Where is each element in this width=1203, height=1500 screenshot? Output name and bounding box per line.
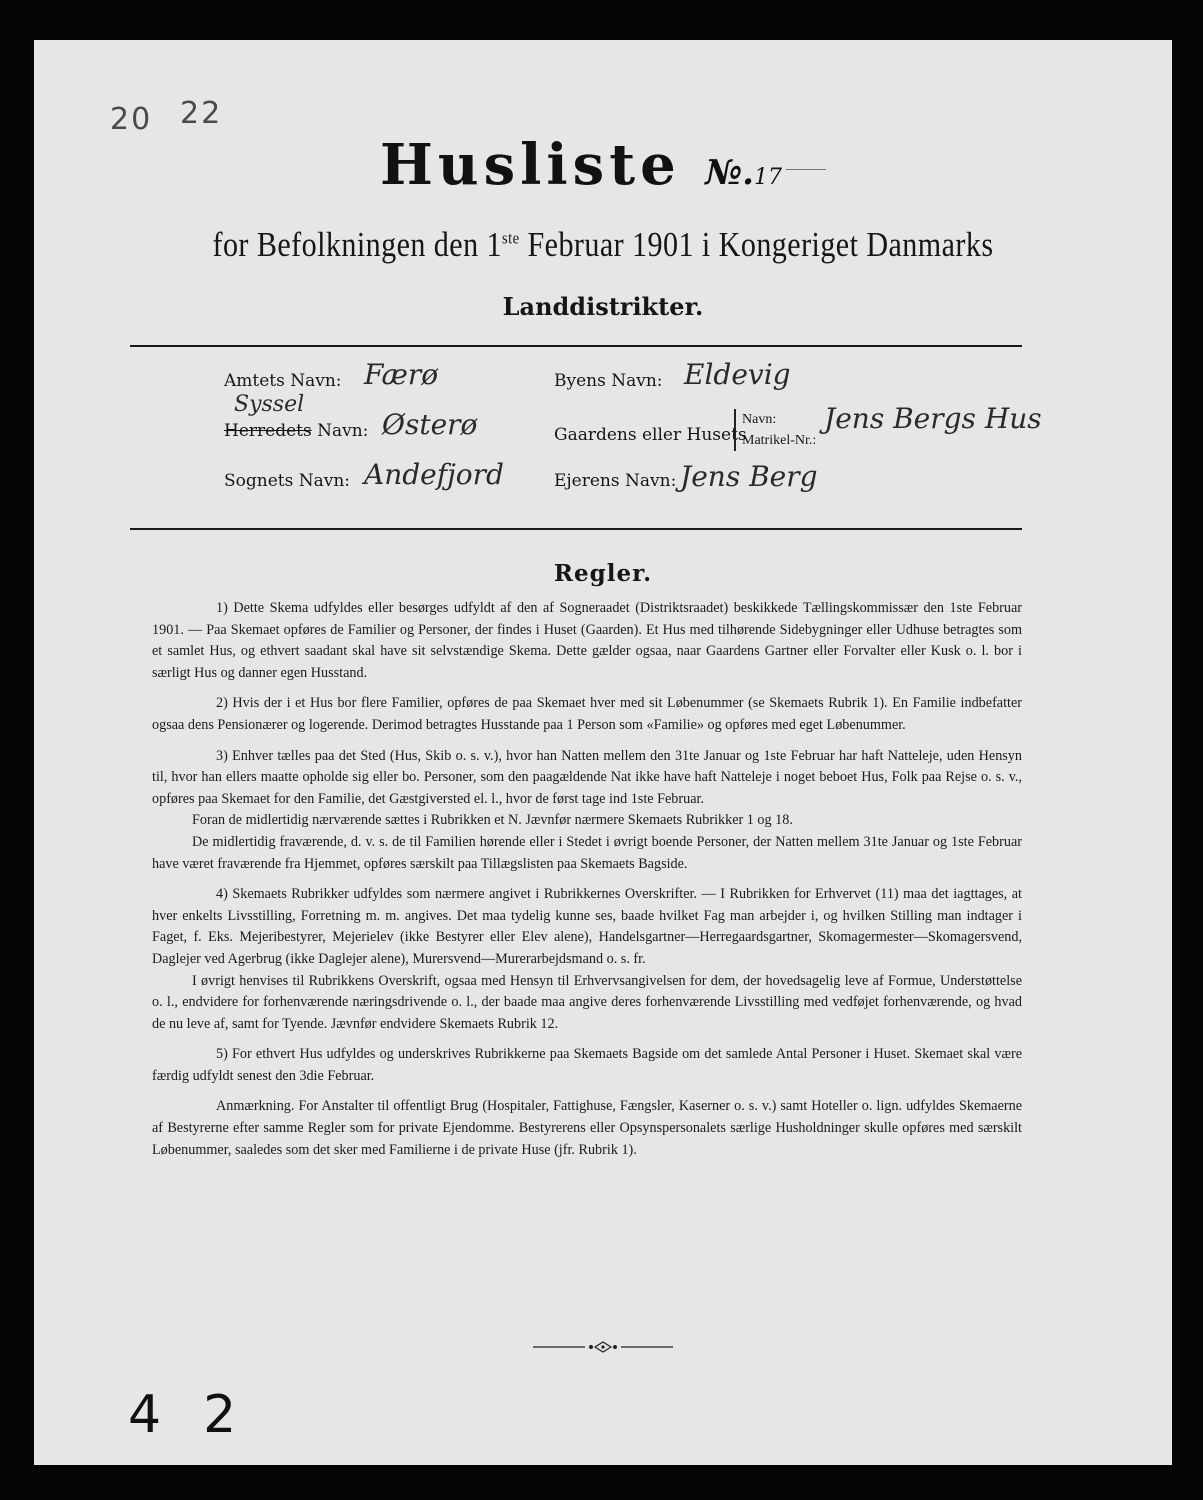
archive-mark-first: 20: [110, 102, 153, 137]
bottom-mark-first: 4: [128, 1385, 204, 1445]
title-text: Husliste: [379, 132, 681, 198]
sogn-value: Andefjord: [364, 458, 504, 491]
rule-5: 5) For ethvert Hus udfyldes og underskrives Rubrikkerne paa Skemaets Bagside om det samlede Antal Personer i Huset. Skemaet skal være færdig udfyldt senest den 3die Februar.: [152, 1046, 1022, 1084]
gaard-matrikel-label: Matrikel-Nr.:: [742, 433, 817, 448]
census-form-sheet: [34, 40, 1172, 1465]
bottom-marks: [128, 1385, 278, 1445]
rule-3a: 3) Enhver tælles paa det Sted (Hus, Skib o. s. v.), hvor han Natten mellem den 31te Januar og 1ste Februar har haft Natteleje, uden Hensyn til, hvor han ellers maatte opholde sig eller bo. Personer, som den paagældende Nat ikke have haft Natteleje i noget beboet Hus, Folk paa Rejse o. s. v., opføres paa Skemaet for den Familie, det Gæstgiversted el. l., hvor de først tage ind 1ste Februar.: [152, 747, 1022, 807]
ejer-value: Jens Berg: [680, 460, 818, 493]
number-line: [786, 169, 826, 170]
by-value: Eldevig: [684, 358, 791, 391]
rule-4a: 4) Skemaets Rubrikker udfyldes som nærmere angivet i Rubrikkernes Overskrifter. — I Rubrikken for Erhvervet (11) maa det iagttages, at hver enkelts Livsstilling, Forretning m. m. angives. Det maa tydelig kunne ses, baade hvilket Fag man arbejder i, og hvilken Stilling man indtager i Faget, f. Eks. Mejeribestyrer, Mejerielev (ikke Bestyrer eller Elev alene), Handelsgartner—Herregaardsgartner, Skomagermester—Skomagersvend, Daglejer ved Agerbrug (ikke Daglejer alene), Murersvend—Murerarbejdsmand o. s. fr.: [152, 886, 1022, 967]
rule-3c: De midlertidig fraværende, d. v. s. de til Familien hørende eller i Stedet i øvrigt boende Personer, der Natten mellem 31te Januar og 1ste Februar have været fraværende fra Hjemmet, opføres særskilt paa Tillægslisten paa Skemaets Bagside.: [152, 833, 1022, 872]
herred-label-rest: Navn:: [311, 421, 369, 441]
number-value: 17: [754, 165, 783, 190]
gaard-bracket: [734, 409, 816, 451]
rules-heading: Regler.: [553, 560, 653, 587]
herred-label-struck: Herredets: [224, 421, 312, 441]
amt-value: Færø: [364, 358, 439, 391]
ornament-icon: [533, 1340, 673, 1354]
gaard-navn-value: Jens Bergs Hus: [824, 402, 1042, 435]
subtitle: [114, 225, 1093, 265]
divider-top: [130, 345, 1022, 347]
rule-2: 2) Hvis der i et Hus bor flere Familier, opføres de paa Skemaet hver med sit Løbenummer (se Skemaets Rubrik 1). En Familie indbefatter ogsaa dens Pensionærer og logerende. Derimod betragtes Husstande paa 1 Person som «Familie» og opføres med eget Løbenummer.: [152, 695, 1022, 733]
rules-body: [152, 598, 1022, 1170]
subtitle-sup: ste: [501, 228, 520, 248]
subtitle-pre: for Befolkningen den 1: [212, 225, 502, 264]
ejer-label: Ejerens Navn:: [554, 471, 677, 491]
herred-value: Østerø: [382, 408, 478, 441]
district-heading: Landdistrikter.: [502, 292, 704, 321]
bottom-mark-second: 2: [203, 1385, 279, 1445]
rule-3b: Foran de midlertidig nærværende sættes i Rubrikken et N. Jævnfør nærmere Skemaets Rubrikker 1 og 18.: [192, 812, 793, 829]
gaard-navn-label: Navn:: [742, 412, 777, 427]
sogn-label: Sognets Navn:: [224, 471, 351, 491]
page-title: [34, 132, 1172, 198]
herred-correction: Syssel: [234, 392, 305, 417]
rule-4b: I øvrigt henvises til Rubrikkens Overskrift, ogsaa med Hensyn til Erhvervsangivelsen for dem, der hovedsagelig leve af Formue, Understøttelse o. l., endvidere for forhenværende næringsdrivende o. l., der baade maa angive deres forhenværende Livsstilling med vedføjet forhenværende, og hvad de nu leve af, samt for Tyende. Jævnfør endvidere Skemaets Rubrik 12.: [152, 972, 1022, 1032]
divider-bottom: [130, 528, 1022, 530]
herred-label: [224, 421, 368, 441]
number-label: №.: [705, 153, 755, 193]
rule-note: Anmærkning. For Anstalter til offentligt Brug (Hospitaler, Fattighuse, Fængsler, Kaserner o. s. v.) samt Hoteller o. lign. udfyldes Skemaerne af Bestyrerne efter samme Regler som for private Ejendomme. Bestyrerens eller Opsynspersonalets særlige Husholdninger skulle opføres med særskilt Løbenummer, saaledes som det sker med Familierne i de private Huse (jfr. Rubrik 1).: [152, 1098, 1022, 1158]
archive-mark-second: 22: [180, 96, 223, 131]
ornament-divider: [34, 1340, 1172, 1359]
by-label: Byens Navn:: [554, 371, 663, 391]
amt-label: Amtets Navn:: [224, 371, 342, 391]
subtitle-post: Februar 1901 i Kongeriget Danmarks: [519, 225, 994, 264]
gaard-label: Gaardens eller Husets: [554, 425, 747, 445]
rule-1: 1) Dette Skema udfyldes eller besørges udfyldt af den af Sogneraadet (Distriktsraadet) beskikkede Tællingskommissær den 1ste Februar 1901. — Paa Skemaet opføres de Familier og Personer, der findes i Huset (Gaarden). Et Hus med tilhørende Sidebygninger eller Udhuse betragtes som et samlet Hus, og ethvert saadant skal have sit selvstændige Skema. Dette gælder ogsaa, naar Gaardens Gartner eller Forvalter eller Kusk o. l. bor i særligt Hus og danner egen Husstand.: [152, 600, 1022, 681]
